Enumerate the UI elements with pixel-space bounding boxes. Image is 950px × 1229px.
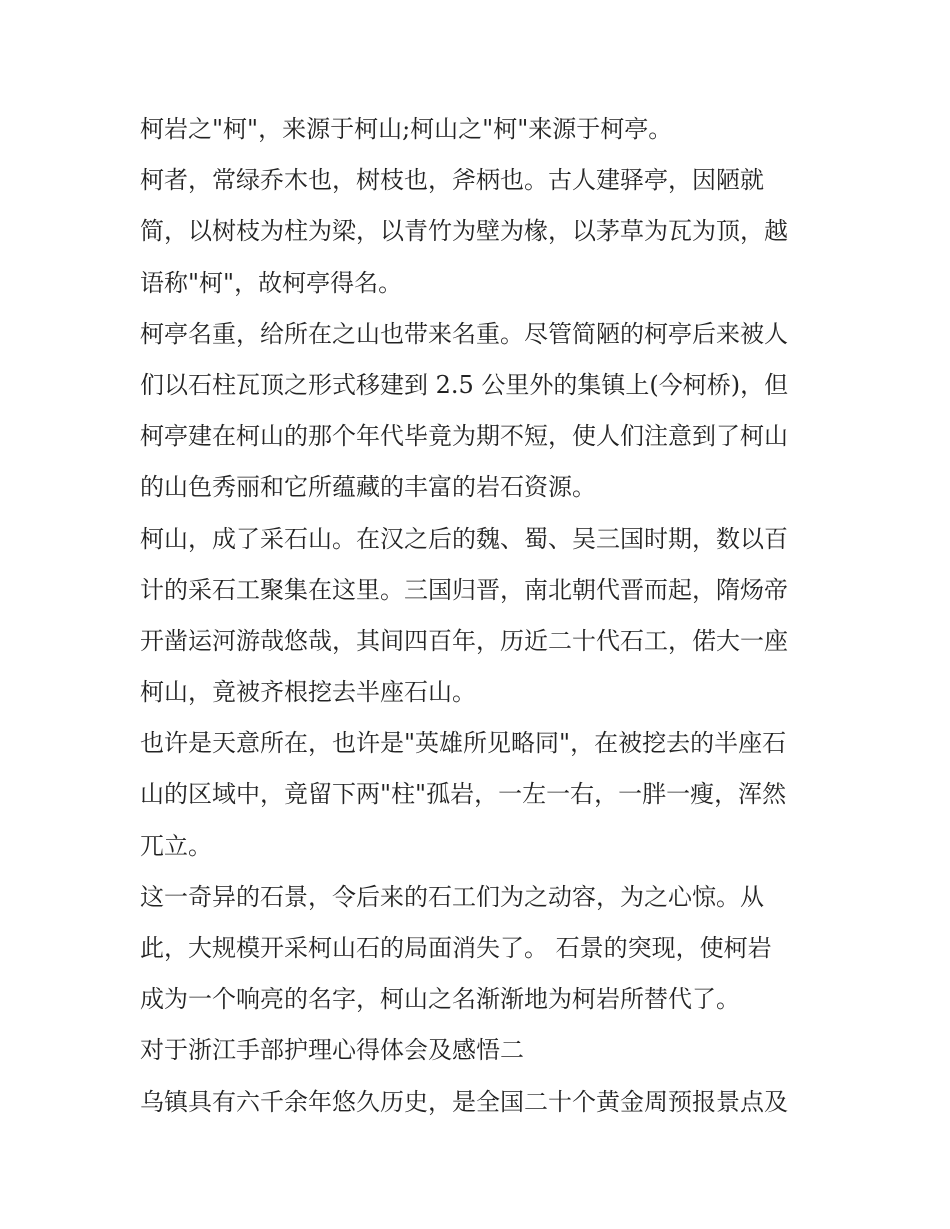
text-line: 柯亭名重，给所在之山也带来名重。尽管简陋的柯亭后来被人 [140, 319, 788, 348]
text-line: 简，以树枝为柱为梁，以青竹为壁为椽，以茅草为瓦为顶，越 [140, 217, 788, 246]
text-line: 成为一个响亮的名字，柯山之名渐渐地为柯岩所替代了。 [140, 985, 740, 1014]
section-heading: 对于浙江手部护理心得体会及感悟二 [140, 1036, 524, 1065]
text-line: 柯山，竟被齐根挖去半座石山。 [140, 678, 476, 707]
text-line: 兀立。 [140, 831, 212, 860]
document-body [140, 104, 820, 1128]
text-line: 柯山，成了采石山。在汉之后的魏、蜀、吴三国时期，数以百 [140, 524, 788, 553]
text-line: 开凿运河游哉悠哉，其间四百年，历近二十代石工，偌大一座 [140, 626, 788, 655]
text-line: 语称"柯"，故柯亭得名。 [140, 268, 403, 297]
text-line: 计的采石工聚集在这里。三国归晋，南北朝代晋而起，隋炀帝 [140, 575, 788, 604]
text-line: 此，大规模开采柯山石的局面消失了。 石景的突现，使柯岩 [140, 934, 772, 962]
text-line: 乌镇具有六千余年悠久历史，是全国二十个黄金周预报景点及 [140, 1087, 788, 1116]
text-line: 也许是天意所在，也许是"英雄所见略同"，在被挖去的半座石 [140, 729, 787, 758]
text-line: 的山色秀丽和它所蕴藏的丰富的岩石资源。 [140, 473, 596, 502]
text-line: 们以石柱瓦顶之形式移建到 2.5 公里外的集镇上(今柯桥)，但 [140, 370, 789, 399]
text-line: 柯者，常绿乔木也，树枝也，斧柄也。古人建驿亭，因陋就 [140, 166, 764, 195]
text-line: 柯岩之"柯"，来源于柯山;柯山之"柯"来源于柯亭。 [140, 115, 673, 143]
text-line: 这一奇异的石景，令后来的石工们为之动容，为之心惊。从 [140, 882, 764, 911]
text-line: 山的区域中，竟留下两"柱"孤岩，一左一右，一胖一瘦，浑然 [140, 780, 787, 809]
text-line: 柯亭建在柯山的那个年代毕竟为期不短，使人们注意到了柯山 [140, 422, 788, 451]
